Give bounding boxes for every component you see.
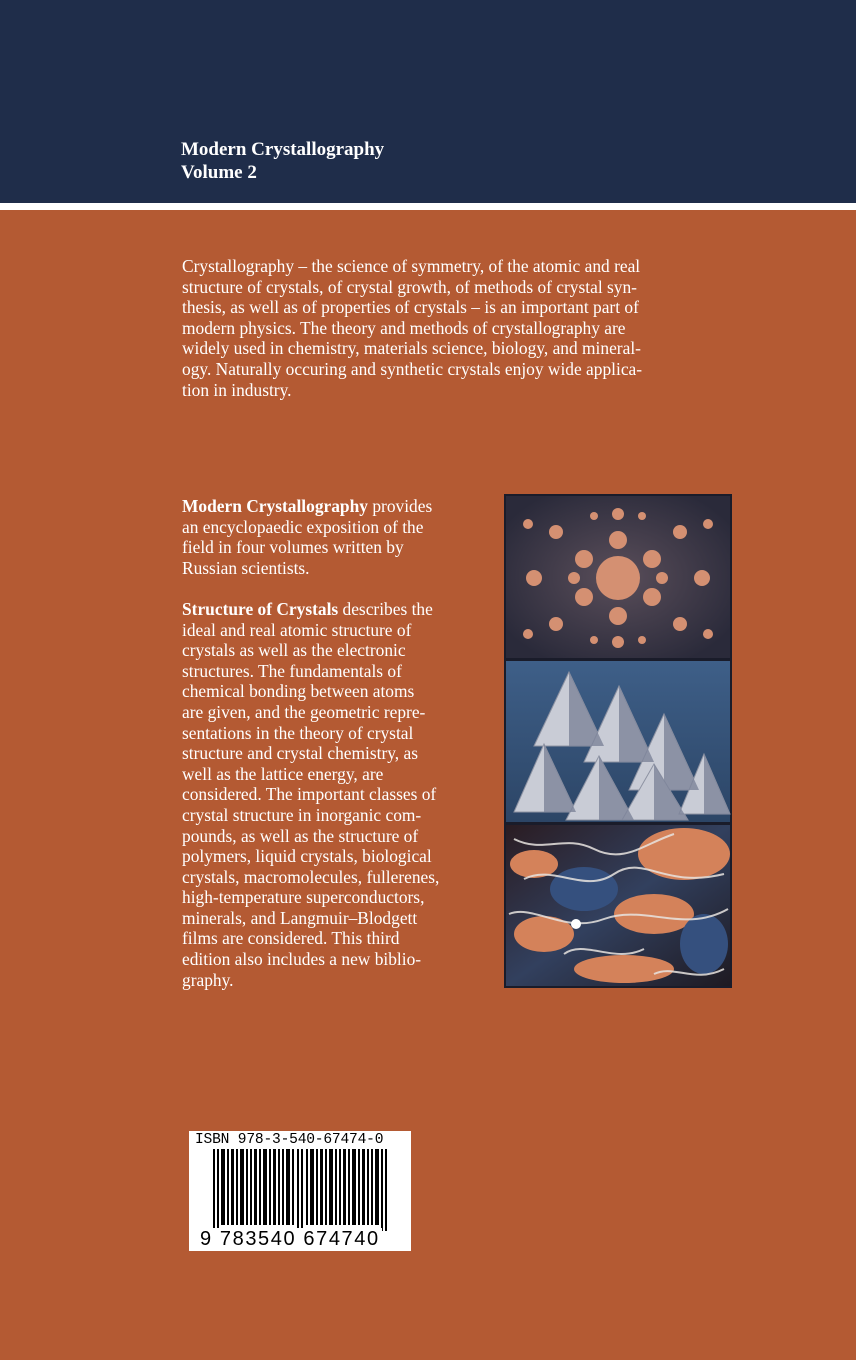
series-heading (181, 138, 384, 184)
description-line: films are considered. This third (182, 928, 400, 949)
series-title: Modern Crystallography (181, 139, 385, 160)
barcode-digits: 9 783540 674740 (200, 1228, 380, 1250)
diffraction-pattern-image (506, 496, 730, 658)
description-line: edition also includes a new biblio- (182, 949, 422, 970)
description-line: an encyclopaedic exposition of the (182, 516, 424, 537)
intro-line: ogy. Naturally occuring and synthetic crystals enjoy wide applica- (182, 358, 643, 379)
volume-description: Structure of Crystals describes the ideal and real atomic structure of crystals as well as the electronic structures. The fundamentals of chemical bonding between atoms are given, and the geometric repre- sentations in the theory of crystal structure and crystal chemistry, as well as the lattice energy, are considered. The important classes of crystal structure in inorganic com- pounds, as well as the structure of polymers, liquid crystals, biological crystals, macromolecules, fullerenes, high-temperature superconductors, minerals, and Langmuir–Blodgett films are considered. This third edition also includes a new biblio- graphy. (182, 599, 487, 990)
header-divider (0, 203, 856, 210)
description-line: crystals, macromolecules, fullerenes, (182, 866, 440, 887)
description-line: high-temperature superconductors, (182, 887, 425, 908)
description-line: pounds, as well as the structure of (182, 825, 419, 846)
intro-line: structure of crystals, of crystal growth, of methods of crystal syn- (182, 276, 637, 297)
description-line: structures. The fundamentals of (182, 660, 402, 681)
intro-line: tion in industry. (182, 379, 292, 400)
description-line: crystals as well as the electronic (182, 640, 406, 661)
pyramid-crystals-image (506, 661, 730, 822)
crystal-images (504, 494, 732, 988)
liquid-crystal-texture-image (506, 825, 730, 986)
intro-line: thesis, as well as of properties of crystals – is an important part of (182, 297, 639, 318)
description-line: are given, and the geometric repre- (182, 701, 426, 722)
description-column (182, 496, 487, 990)
description-line: considered. The important classes of (182, 784, 437, 805)
description-line: graphy. (182, 969, 234, 990)
volume-name-bold: Structure of Crystals (182, 598, 339, 619)
intro-line: modern physics. The theory and methods of crystallography are (182, 317, 626, 338)
series-name-bold: Modern Crystallography (182, 496, 368, 516)
crystal-image-strip (504, 494, 732, 988)
description-line: minerals, and Langmuir–Blodgett (182, 907, 418, 928)
isbn-label: ISBN 978-3-540-67474-0 (195, 1132, 384, 1148)
header-band (0, 0, 856, 203)
description-line: sentations in the theory of crystal (182, 722, 414, 743)
intro-line: widely used in chemistry, materials science, biology, and mineral- (182, 338, 641, 359)
description-line: ideal and real atomic structure of (182, 619, 412, 640)
volume-label: Volume 2 (181, 162, 257, 183)
intro-paragraph (182, 256, 738, 400)
description-line: chemical bonding between atoms (182, 681, 415, 702)
description-line: crystal structure in inorganic com- (182, 804, 422, 825)
description-line: well as the lattice energy, are (182, 763, 384, 784)
description-line: polymers, liquid crystals, biological (182, 846, 432, 867)
description-line: field in four volumes written by (182, 537, 404, 558)
description-line: structure and crystal chemistry, as (182, 743, 418, 764)
description-line: Russian scientists. (182, 557, 310, 578)
intro-line: Crystallography – the science of symmetry, of the atomic and real (182, 256, 641, 276)
barcode-bars (189, 1149, 411, 1231)
isbn-barcode (189, 1131, 411, 1251)
series-description: Modern Crystallography provides an encyclopaedic exposition of the field in four volumes written by Russian scientists. (182, 496, 487, 578)
